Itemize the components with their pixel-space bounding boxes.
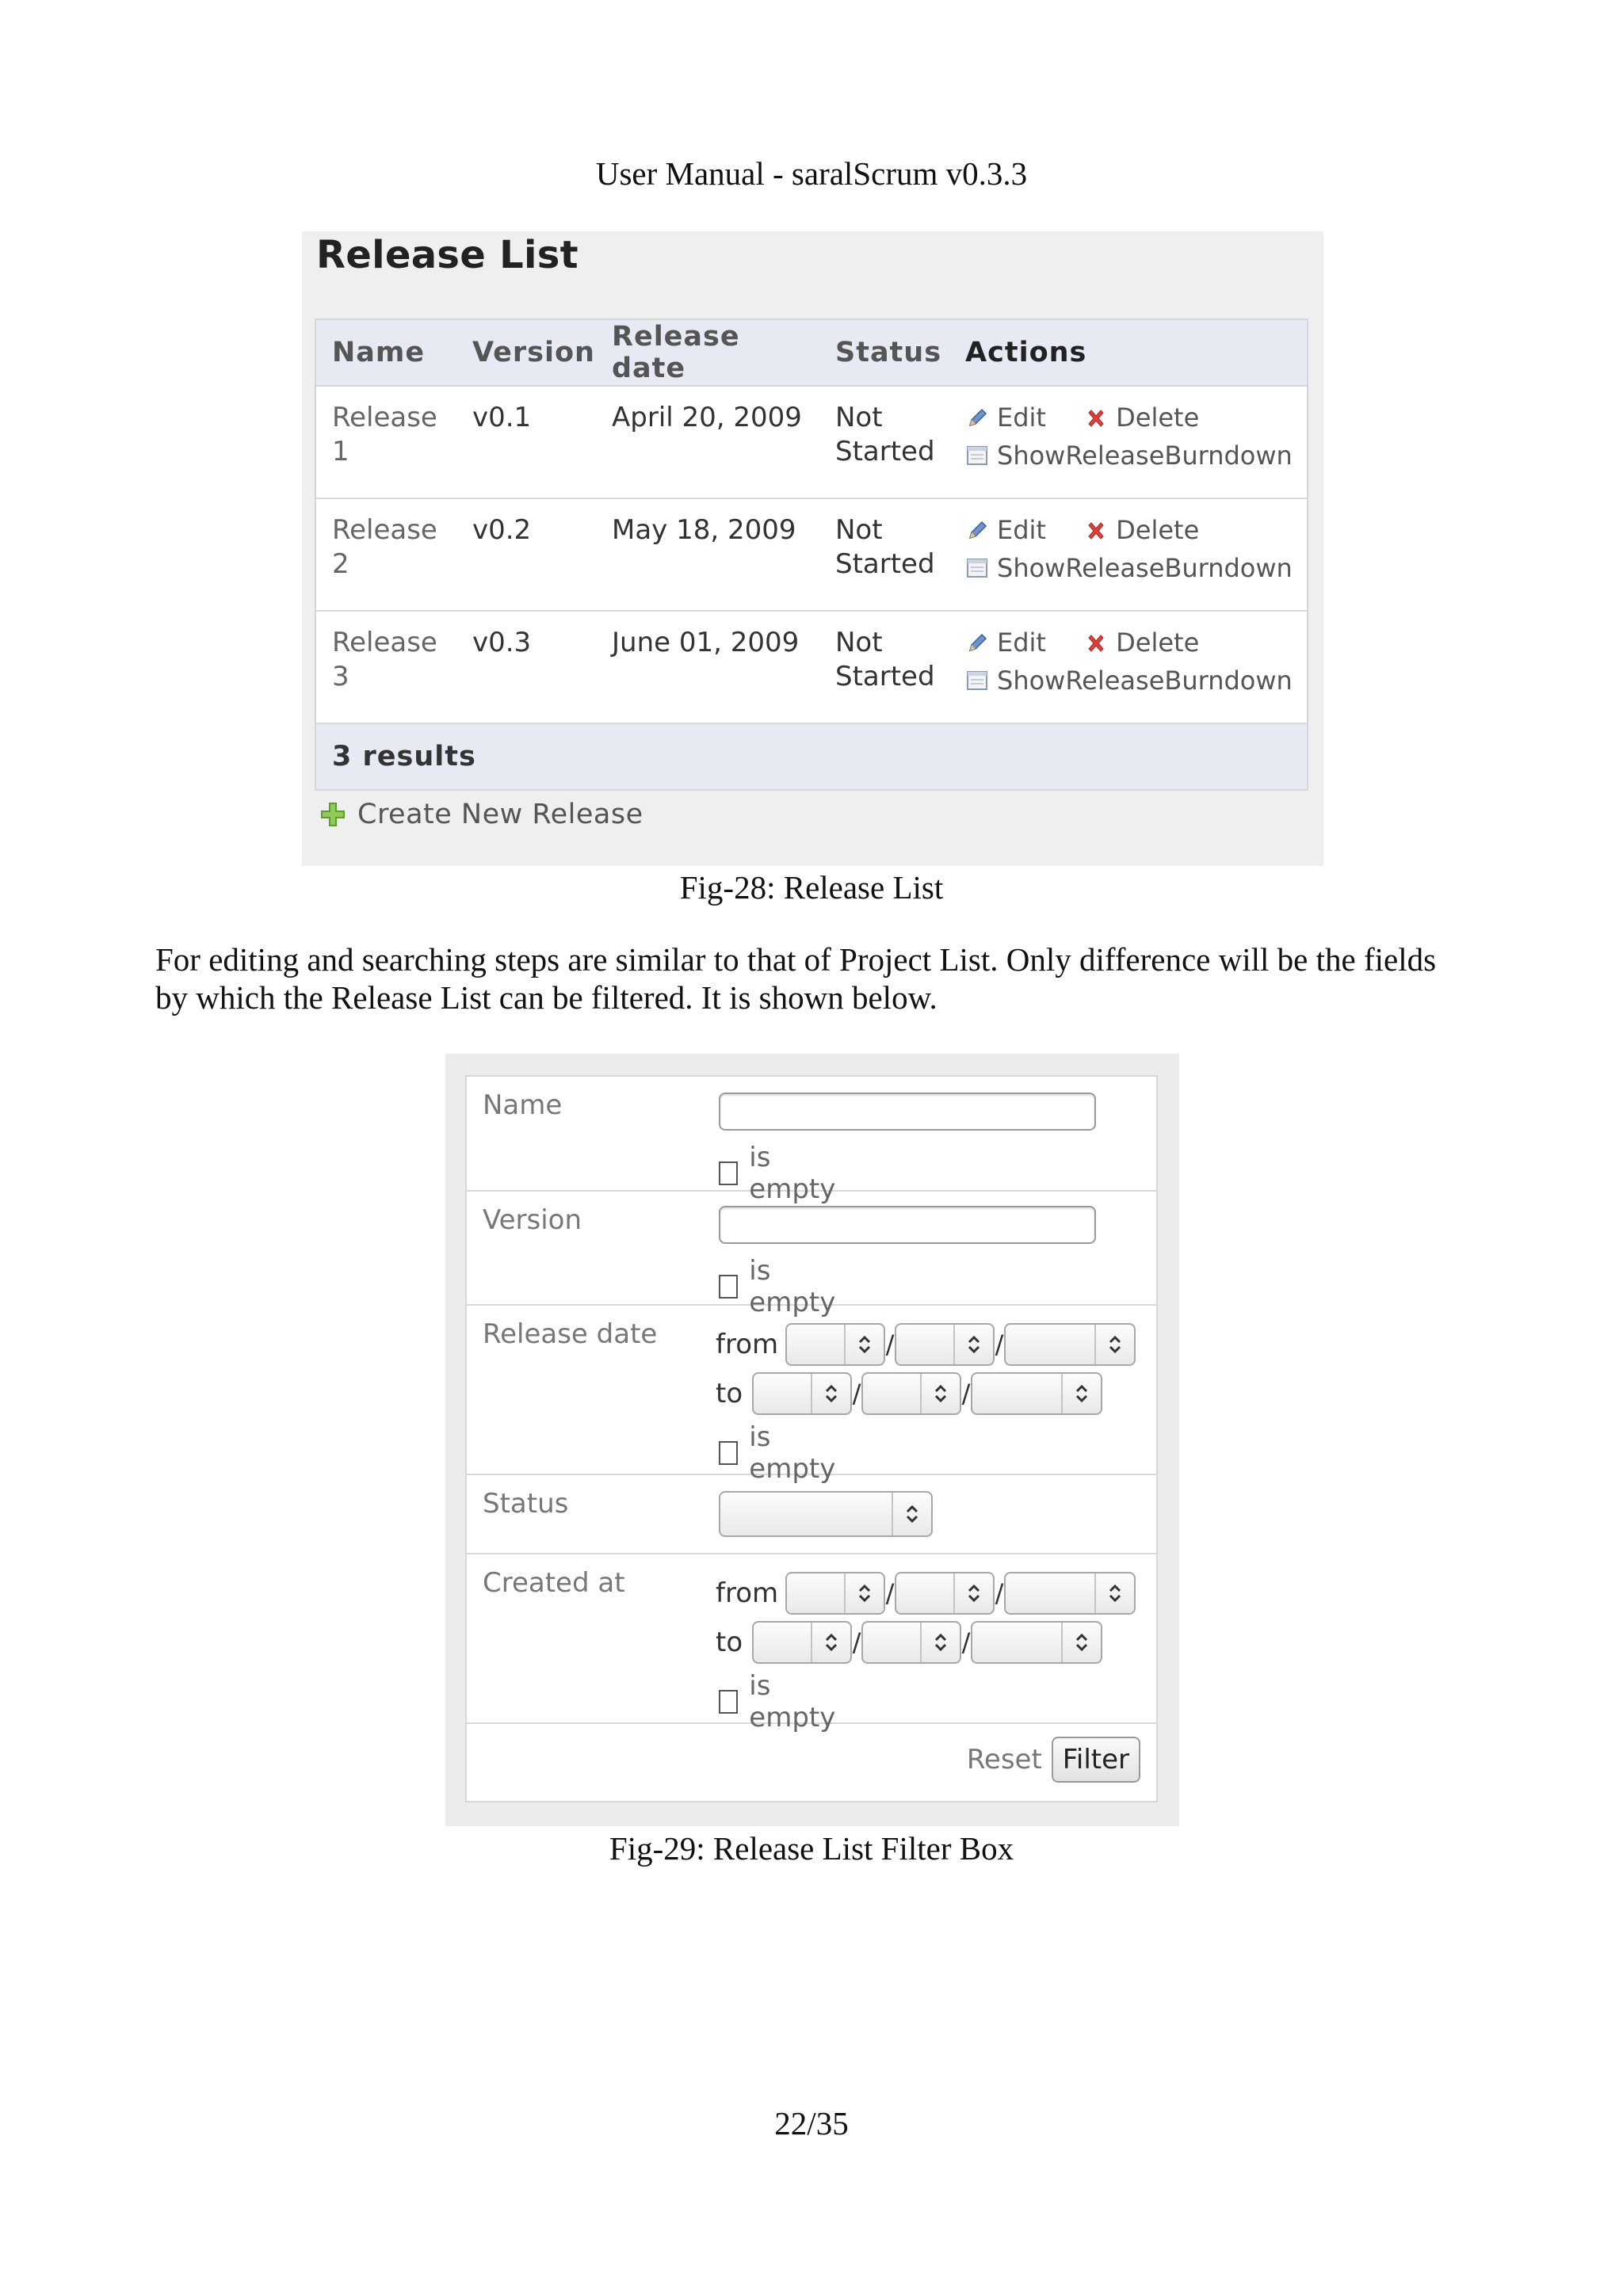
edit-link[interactable] <box>965 626 1046 660</box>
name-is-empty-checkbox[interactable] <box>719 1161 738 1185</box>
release-status-cell <box>819 386 949 498</box>
updown-arrows-icon <box>968 1334 980 1355</box>
release-date-cell: April 20, 2009 <box>596 386 819 498</box>
show-release-burndown-link[interactable] <box>965 664 1293 698</box>
to-label: to <box>716 1627 743 1658</box>
status-filter-label: Status <box>483 1488 569 1520</box>
edit-label: Edit <box>997 515 1046 545</box>
release-date-from-year-select[interactable] <box>1004 1323 1136 1366</box>
filter-button[interactable]: Filter <box>1052 1737 1140 1783</box>
release-date-to-year-select[interactable] <box>971 1372 1102 1415</box>
release-name-cell[interactable] <box>315 498 456 611</box>
edit-link[interactable] <box>965 401 1046 435</box>
date-separator: / <box>961 1379 971 1409</box>
release-name-line: Release <box>332 514 437 546</box>
release-actions-cell <box>949 498 1308 611</box>
delete-link[interactable] <box>1084 513 1199 547</box>
red-x-icon <box>1084 519 1108 543</box>
release-actions-cell <box>949 611 1308 723</box>
release-name-number: 2 <box>332 548 349 580</box>
burndown-label: ShowReleaseBurndown <box>997 440 1293 471</box>
from-label: from <box>716 1577 779 1609</box>
create-new-release-link[interactable] <box>319 799 643 830</box>
created-at-to-year-select[interactable] <box>971 1621 1102 1664</box>
release-status-cell <box>819 498 949 611</box>
name-filter-input[interactable] <box>719 1093 1096 1131</box>
release-date-to-group <box>716 1372 1102 1415</box>
date-separator: / <box>995 1329 1004 1360</box>
release-date-from-month-select[interactable] <box>895 1323 995 1366</box>
created-at-from-group <box>716 1572 1136 1615</box>
name-filter-label: Name <box>483 1089 563 1121</box>
paragraph-line: by which the Release List can be filtered. It is shown below. <box>155 979 938 1016</box>
updown-arrows-icon <box>825 1632 838 1653</box>
version-filter-input[interactable] <box>719 1206 1096 1244</box>
created-at-from-year-select[interactable] <box>1004 1572 1136 1615</box>
release-name-cell[interactable] <box>315 611 456 723</box>
chart-icon <box>965 669 989 692</box>
updown-arrows-icon <box>1109 1334 1121 1355</box>
fig29-caption: Fig-29: Release List Filter Box <box>609 1830 1014 1867</box>
filter-row-created-at <box>467 1554 1156 1733</box>
date-separator: / <box>885 1329 895 1360</box>
date-separator: / <box>961 1627 971 1657</box>
release-table <box>315 318 1308 791</box>
release-date-from-day-select[interactable] <box>785 1323 885 1366</box>
release-version-cell: v0.2 <box>456 498 596 611</box>
delete-label: Delete <box>1116 515 1200 545</box>
pencil-icon <box>965 406 989 430</box>
release-date-filter-label: Release date <box>483 1318 658 1350</box>
edit-label: Edit <box>997 402 1046 433</box>
status-line: Not <box>835 627 883 658</box>
release-date-from-group <box>716 1323 1136 1366</box>
created-at-to-group <box>716 1621 1102 1664</box>
paragraph-line: For editing and searching steps are similar to that of Project List. Only difference will be the fields <box>155 941 1437 978</box>
status-line: Not <box>835 402 883 433</box>
table-row <box>315 611 1308 723</box>
release-date-to-day-select[interactable] <box>752 1372 852 1415</box>
column-header-actions: Actions <box>949 319 1308 386</box>
release-version-cell: v0.1 <box>456 386 596 498</box>
release-date-is-empty-checkbox[interactable] <box>719 1441 738 1465</box>
results-row <box>315 723 1308 790</box>
updown-arrows-icon <box>968 1583 980 1604</box>
updown-arrows-icon <box>1109 1583 1121 1604</box>
column-header-release-date[interactable]: Release date <box>596 319 819 386</box>
release-date-cell: June 01, 2009 <box>596 611 819 723</box>
green-plus-icon <box>319 801 346 828</box>
page-number: 22/35 <box>774 2105 849 2142</box>
body-paragraph <box>155 940 1487 1016</box>
status-line: Started <box>835 661 935 692</box>
red-x-icon <box>1084 631 1108 655</box>
release-name-cell[interactable] <box>315 386 456 498</box>
table-header-row <box>315 319 1308 386</box>
filter-box-panel <box>445 1054 1179 1826</box>
created-at-from-month-select[interactable] <box>895 1572 995 1615</box>
created-at-is-empty-checkbox[interactable] <box>719 1690 738 1714</box>
release-name-line: Release <box>332 627 437 658</box>
results-count: 3 results <box>315 723 1308 790</box>
burndown-label: ShowReleaseBurndown <box>997 552 1293 583</box>
edit-link[interactable] <box>965 513 1046 547</box>
column-header-status[interactable]: Status <box>819 319 949 386</box>
chart-icon <box>965 444 989 467</box>
filter-actions-row <box>467 1724 1156 1801</box>
date-separator: / <box>995 1578 1004 1608</box>
release-date-cell: May 18, 2009 <box>596 498 819 611</box>
created-at-to-month-select[interactable] <box>861 1621 961 1664</box>
release-date-to-month-select[interactable] <box>861 1372 961 1415</box>
column-header-version[interactable]: Version <box>456 319 596 386</box>
updown-arrows-icon <box>825 1383 838 1404</box>
red-x-icon <box>1084 406 1108 430</box>
date-separator: / <box>885 1578 895 1608</box>
chart-icon <box>965 556 989 580</box>
release-name-number: 1 <box>332 436 349 467</box>
filter-row-name <box>467 1077 1156 1205</box>
updown-arrows-icon <box>1075 1632 1088 1653</box>
updown-arrows-icon <box>934 1632 947 1653</box>
updown-arrows-icon <box>934 1383 947 1404</box>
release-actions-cell <box>949 386 1308 498</box>
from-label: from <box>716 1329 779 1360</box>
release-name-line: Release <box>332 402 437 433</box>
release-list-panel <box>302 231 1323 866</box>
create-new-release-label: Create New Release <box>357 799 643 830</box>
filter-row-release-date <box>467 1306 1156 1485</box>
document-header: User Manual - saralScrum v0.3.3 <box>595 155 1028 192</box>
is-empty-label: is empty <box>749 1421 836 1485</box>
created-at-filter-label: Created at <box>483 1567 625 1599</box>
table-row <box>315 386 1308 498</box>
status-line: Not <box>835 514 883 546</box>
created-at-to-day-select[interactable] <box>752 1621 852 1664</box>
version-filter-label: Version <box>483 1204 582 1236</box>
status-filter-select[interactable] <box>719 1491 933 1537</box>
delete-link[interactable] <box>1084 626 1199 660</box>
is-empty-label: is empty <box>749 1255 836 1318</box>
burndown-label: ShowReleaseBurndown <box>997 665 1293 696</box>
version-is-empty-checkbox[interactable] <box>719 1275 738 1299</box>
to-label: to <box>716 1378 743 1409</box>
delete-label: Delete <box>1116 627 1200 658</box>
edit-label: Edit <box>997 627 1046 658</box>
column-header-name[interactable]: Name <box>315 319 456 386</box>
pencil-icon <box>965 631 989 655</box>
delete-link[interactable] <box>1084 401 1199 435</box>
release-status-cell <box>819 611 949 723</box>
fig28-caption: Fig-28: Release List <box>679 869 944 906</box>
pencil-icon <box>965 519 989 543</box>
created-at-from-day-select[interactable] <box>785 1572 885 1615</box>
updown-arrows-icon <box>1075 1383 1088 1404</box>
date-separator: / <box>852 1379 861 1409</box>
release-name-number: 3 <box>332 661 349 692</box>
updown-arrows-icon <box>858 1583 871 1604</box>
filter-form <box>465 1075 1158 1802</box>
filter-row-status <box>467 1475 1156 1554</box>
show-release-burndown-link[interactable] <box>965 551 1293 585</box>
date-separator: / <box>852 1627 861 1657</box>
release-version-cell: v0.3 <box>456 611 596 723</box>
updown-arrows-icon <box>858 1334 871 1355</box>
show-release-burndown-link[interactable] <box>965 439 1293 473</box>
updown-arrows-icon <box>906 1504 918 1524</box>
is-empty-label: is empty <box>749 1142 836 1205</box>
filter-row-version <box>467 1192 1156 1318</box>
release-list-title: Release List <box>316 233 579 277</box>
status-line: Started <box>835 548 935 580</box>
reset-link[interactable]: Reset <box>966 1744 1042 1775</box>
is-empty-label: is empty <box>749 1670 836 1733</box>
table-row <box>315 498 1308 611</box>
delete-label: Delete <box>1116 402 1200 433</box>
status-line: Started <box>835 436 935 467</box>
